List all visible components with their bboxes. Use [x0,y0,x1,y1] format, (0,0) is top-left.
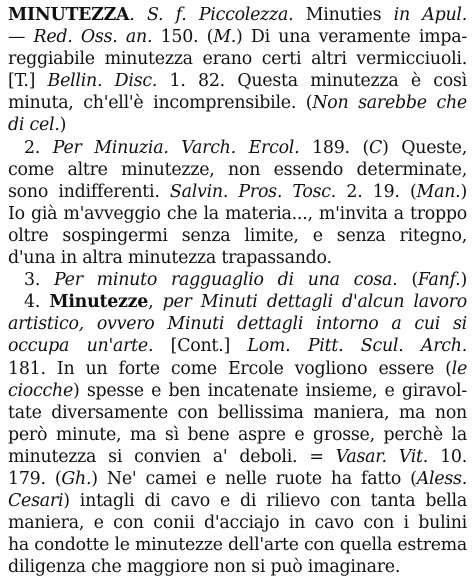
entry-line [8,446,467,468]
entry-line [8,225,467,247]
italic-text: Fanf. [417,270,461,291]
italic-text: Cesari [8,491,64,512]
italic-text: per Minuti dettagli d'alcun lavoro [162,292,468,313]
text-run: diligenza che maggiore non si può imaginare. [8,557,401,578]
text-run: 4. [24,292,50,313]
entry-line [8,335,467,357]
text-run: 150. ( [152,27,214,48]
italic-text: Non sarebbe che [312,93,467,114]
text-run: ) Ne' camei e nelle ruote ha fatto ( [91,468,417,489]
text-run: reggiabile minutezza erano certi altri vermicciuoli. [8,49,467,70]
italic-text: Bellin. Disc. [47,71,158,92]
entry-line [8,114,467,136]
italic-text: Man. [416,181,461,202]
entry-line [8,490,467,512]
text-run: 10. [428,446,467,467]
text-run: sono indifferenti. [8,181,170,202]
entry-line [8,468,467,490]
entry-line [8,358,467,380]
entry-line [8,203,467,225]
italic-text: Red. Oss. an. [33,27,153,48]
text-run: ) spesse e ben incatenate insieme, e giravol- [73,380,467,401]
text-run: 1. 82. Questa minutezza è così [157,71,467,92]
italic-text: le [451,358,467,379]
text-run: maniera, e con conii d'acciajo in cavo con i bulini [8,513,467,534]
text-run: . [129,5,147,25]
text-run: ) Queste, [382,137,468,158]
italic-text: S. f. Piccolezza. [146,5,294,25]
entry-line [8,137,467,159]
italic-text: Per minuto ragguaglio di una cosa. [54,270,398,291]
text-run: 189. ( [299,137,369,158]
text-run: ) [460,270,467,291]
text-run: Minuties [293,5,394,25]
text-run: oltre sospingermi senza limite, e senza ritegno, [8,225,467,246]
italic-text: Aless. [416,468,467,489]
headword: MINUTEZZA [8,5,130,25]
italic-text: C [369,137,383,158]
text-run: come altre minutezze, non essendo determinate, [8,159,467,180]
text-run: 179. ( [8,468,62,489]
entry-line [8,313,467,335]
italic-text: di cel. [8,115,60,136]
text-run: d'una in altra minutezza trapassando. [8,248,332,269]
text-run: ha condotte le minutezze dell'arte con quella estrema [8,535,467,556]
text-run: 2. [24,137,53,158]
text-run: ) [460,181,467,202]
italic-text: Vasar. Vit. [335,446,429,467]
italic-text: ciocche [8,380,73,401]
italic-text: occupa un'arte. [8,336,154,357]
text-run: 181. In un forte come Ercole vogliono essere ( [8,358,452,379]
text-run: [T.] [8,71,48,92]
entry-line [8,402,467,424]
text-run: ) intagli di cavo e di rilievo con tanta bella [63,491,467,512]
italic-text: Per Minuzia. Varch. Ercol. [52,137,300,158]
text-run: 3. [24,270,54,291]
text-run: però minute, ma sì bene aspre e grosse, perchè la [8,424,467,445]
entry-line [8,556,467,578]
entry-line [8,424,467,446]
text-run: 2. 19. ( [336,181,417,202]
text-run: ) Di una veramente impa- [236,27,467,48]
text-run: ( [397,270,418,291]
entry-line [8,48,467,70]
italic-text: Lom. Pitt. Scul. Arch. [247,336,467,357]
entry-line [8,92,467,114]
entry-line [8,70,467,92]
entry-line [8,380,467,402]
text-run: — [8,27,34,48]
text-run: , [148,292,163,313]
entry-line [8,181,467,203]
text-run: minuta, ch'ell'è incomprensibile. ( [8,93,313,114]
text-run: Io già m'avveggio che la materia..., m'invita a troppo [8,203,467,224]
text-run: ) [59,115,67,136]
entry-line [8,534,467,556]
headword: Minutezze [49,292,149,313]
italic-text: M. [213,27,237,48]
entry-line [8,26,467,48]
italic-text: Gh. [61,468,92,489]
entry-line [8,247,467,269]
entry-line [8,269,467,291]
italic-text: in Apul. [393,5,467,25]
entry-line [8,291,467,313]
entry-line [8,4,467,26]
text-run: tate diversamente con bellissima maniera, ma non [8,402,467,423]
entry-line [8,159,467,181]
entry-line [8,512,467,534]
text-run: minutezza si convien a' deboli. = [8,446,336,467]
italic-text: artistico, ovvero Minuti dettagli intorno a cui si [8,314,467,335]
italic-text: Salvin. Pros. Tosc. [169,181,337,202]
text-run: [Cont.] [153,336,248,357]
